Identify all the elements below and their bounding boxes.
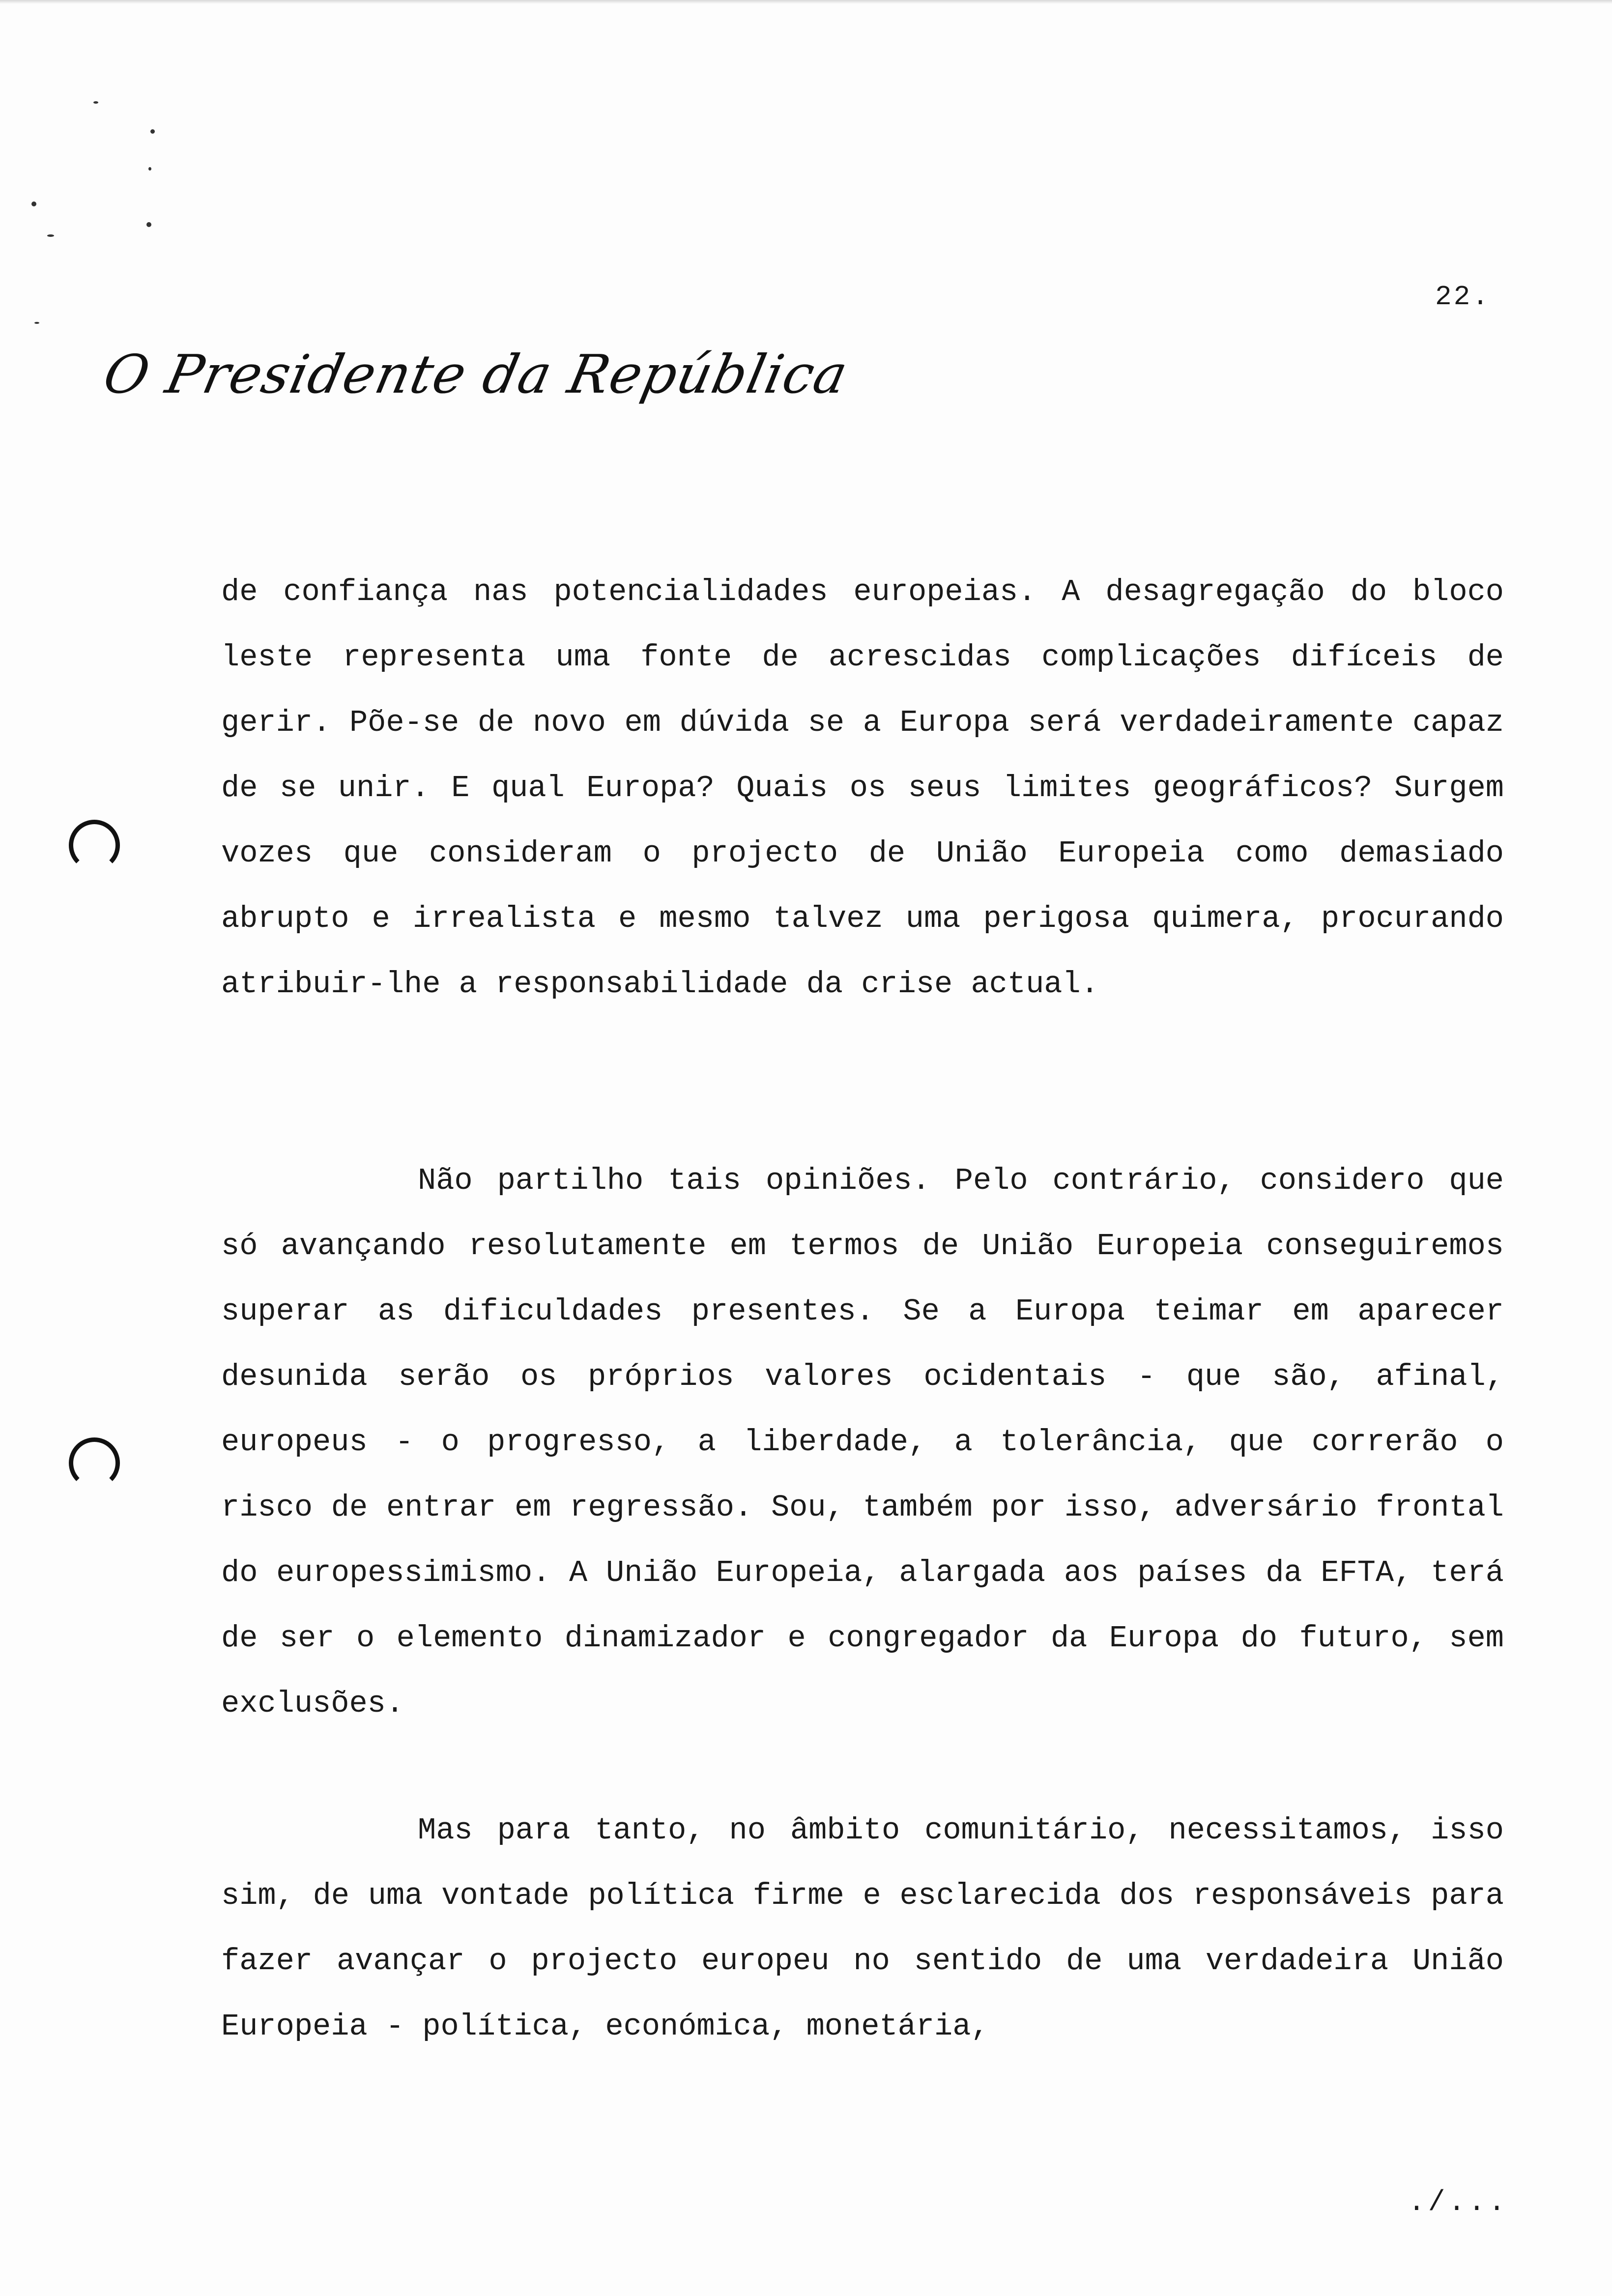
body-paragraph-3: Mas para tanto, no âmbito comunitário, necessitamos, isso sim, de uma vontade política firme e esclarecida dos responsáveis para fazer avançar o projecto europeu no sentido de uma verdadeira União Europeia - política, económica, monetária, [221,1813,1504,2044]
body-paragraph-2: Não partilho tais opiniões. Pelo contrário, considero que só avançando resolutamente em termos de União Europeia conseguiremos superar as dificuldades presentes. Se a Europa teimar em aparecer desunida serão os próprios valores ocidentais - que são, afinal, europeus - o progresso, a liberdade, a tolerância, que correrão o risco de entrar em regressão. Sou, também por isso, adversário frontal do europessimismo. A União Europeia, alargada aos países da EFTA, terá de ser o elemento dinamizador e congregador da Europa do futuro, sem exclusões. [221,1163,1504,1721]
scan-speck [34,322,39,324]
page-number: 22. [1435,281,1491,313]
scan-speck [31,201,36,206]
scan-top-edge [0,0,1612,4]
scan-speck [47,234,54,237]
continuation-mark: ./... [1408,2187,1509,2219]
scan-speck [146,222,151,227]
punch-hole [69,1437,120,1489]
scan-speck [150,129,155,134]
punch-hole [69,820,120,871]
letterhead: O Presidente da República [98,344,854,405]
scan-speck [93,101,98,104]
body-paragraph-1: de confiança nas potencialidades europeias. A desagregação do bloco leste representa uma fonte de acrescidas complicações difíceis de gerir. Põe-se de novo em dúvida se a Europa será verdadeiramente capaz de se unir. E qual Europa? Quais os seus limites geográficos? Surgem vozes que consideram o projecto de União Europeia como demasiado abrupto e irrealista e mesmo talvez uma perigosa quimera, procurando atribuir-lhe a responsabilidade da crise actual. [221,574,1504,1002]
scan-speck [148,167,151,171]
